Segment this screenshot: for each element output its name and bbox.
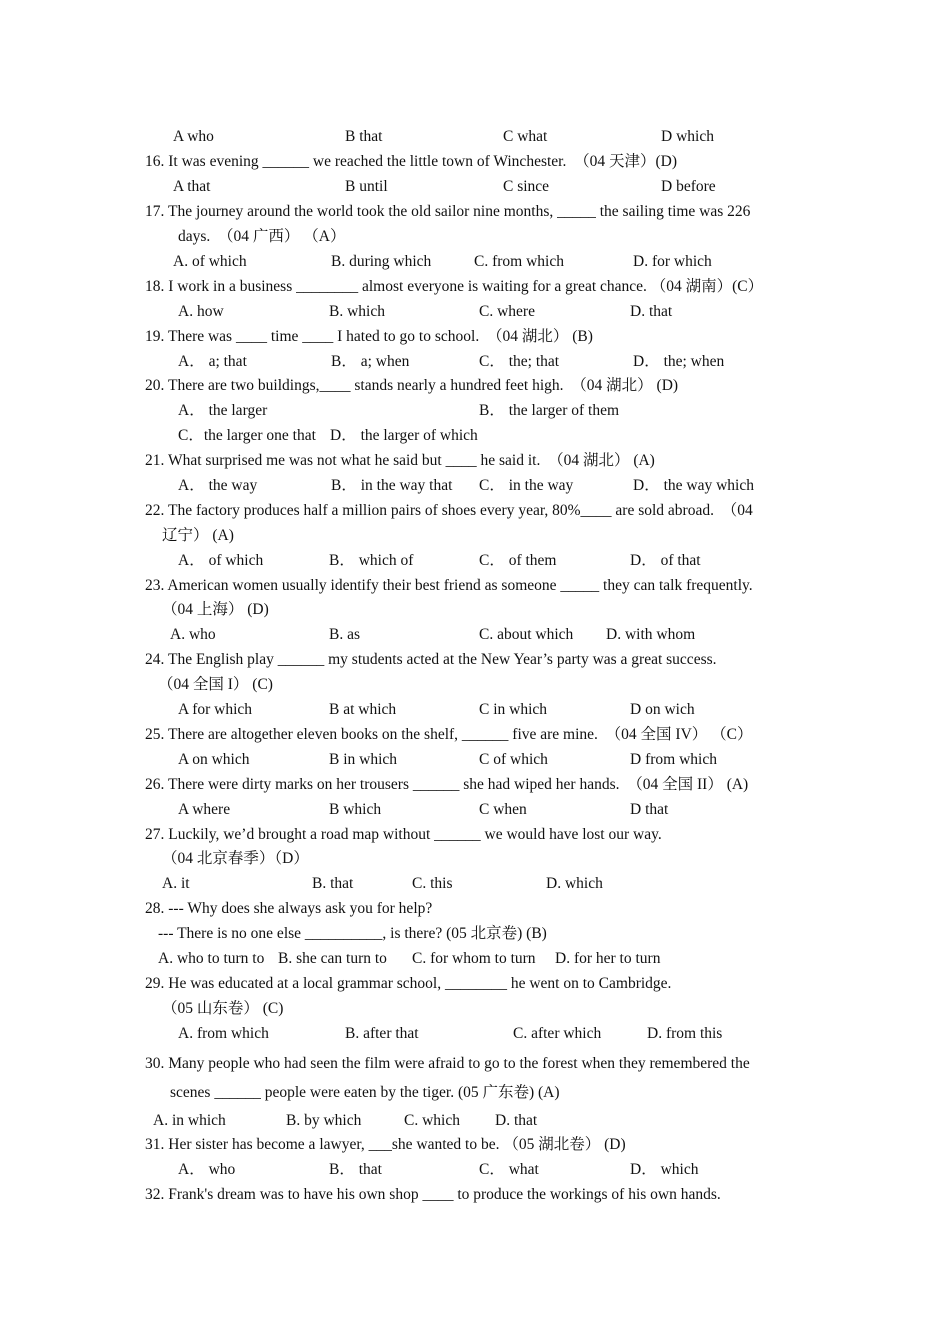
option-b: B. which <box>329 303 385 320</box>
option-c: C． of them <box>479 552 557 569</box>
question-text: 25. There are altogether eleven books on the shelf, ______ five are mine. （04 全国 IV） （C） <box>145 726 753 743</box>
option-d: D． the larger of which <box>330 427 478 444</box>
option-a: A who <box>173 128 214 145</box>
option-a: A. of which <box>173 253 247 270</box>
option-d: D. that <box>495 1112 538 1129</box>
option-d: D. that <box>630 303 673 320</box>
option-b: B. she can turn to <box>278 950 387 967</box>
option-c: C. about which <box>479 626 574 643</box>
option-c: C. from which <box>474 253 564 270</box>
option-b: B． which of <box>329 552 414 569</box>
option-d: D. for which <box>633 253 712 270</box>
option-b: B． in the way that <box>331 477 453 494</box>
option-b: B. as <box>329 626 360 643</box>
option-b: B． the larger of them <box>479 402 620 419</box>
option-d: D before <box>661 178 716 195</box>
question-text: 17. The journey around the world took the old sailor nine months, _____ the sailing time was 226 <box>145 203 751 220</box>
option-a: A. in which <box>153 1112 226 1129</box>
option-c: C. for whom to turn <box>412 950 536 967</box>
option-a: A． of which <box>178 552 264 569</box>
question-text-cont: （04 全国 I） (C) <box>158 676 273 693</box>
question-text-cont: （05 山东卷） (C) <box>162 1000 284 1017</box>
option-c: C in which <box>479 701 548 718</box>
question-text: 21. What surprised me was not what he said but ____ he said it. （04 湖北） (A) <box>145 452 655 469</box>
question-text: 18. I work in a business ________ almost everyone is waiting for a great chance. （04 湖南）(C） <box>145 278 764 295</box>
option-a: A for which <box>178 701 253 718</box>
option-a: A． who <box>178 1161 236 1178</box>
option-d: D. which <box>546 875 603 892</box>
option-a: A. how <box>178 303 224 320</box>
question-text-cont: --- There is no one else __________, is there? (05 北京卷) (B) <box>158 925 547 942</box>
option-b: B which <box>329 801 382 818</box>
option-c: C of which <box>479 751 548 768</box>
option-d: D. for her to turn <box>555 950 661 967</box>
question-text: 22. The factory produces half a million pairs of shoes every year, 80%____ are sold abroad. （04 <box>145 502 753 519</box>
option-d: D that <box>630 801 669 818</box>
question-text: 28. --- Why does she always ask you for help? <box>145 900 433 917</box>
question-text: 27. Luckily, we’d brought a road map without ______ we would have lost our way. <box>145 826 662 843</box>
question-text-cont: （04 上海） (D) <box>162 601 269 618</box>
option-b: B. after that <box>345 1025 419 1042</box>
question-text: 19. There was ____ time ____ I hated to go to school. （04 湖北） (B) <box>145 328 593 345</box>
option-a: A． the way <box>178 477 258 494</box>
question-text: 23. American women usually identify their best friend as someone _____ they can talk frequently. <box>145 577 753 594</box>
option-a: A． the larger <box>178 402 268 419</box>
option-c: C．the larger one that <box>178 427 316 444</box>
option-b: B in which <box>329 751 398 768</box>
option-a: A. who <box>170 626 216 643</box>
question-text-cont: （04 北京春季）（D） <box>162 850 309 867</box>
option-d: D which <box>661 128 714 145</box>
option-b: B． that <box>329 1161 382 1178</box>
question-text-cont: days. （04 广西） （A） <box>178 228 346 245</box>
option-b: B at which <box>329 701 397 718</box>
option-d: D. with whom <box>606 626 696 643</box>
option-d: D． of that <box>630 552 701 569</box>
option-a: A where <box>178 801 231 818</box>
option-d: D from which <box>630 751 717 768</box>
option-b: B. by which <box>286 1112 362 1129</box>
option-a: A． a; that <box>178 353 247 370</box>
option-b: B until <box>345 178 388 195</box>
option-d: D． the way which <box>633 477 754 494</box>
option-c: C what <box>503 128 548 145</box>
question-text: 31. Her sister has become a lawyer, ___she wanted to be. （05 湖北卷） (D) <box>145 1136 626 1153</box>
option-b: B. that <box>312 875 354 892</box>
option-b: B that <box>345 128 383 145</box>
question-text: 24. The English play ______ my students acted at the New Year’s party was a great success. <box>145 651 717 668</box>
option-b: B． a; when <box>331 353 410 370</box>
option-c: C. after which <box>513 1025 602 1042</box>
question-text: 32. Frank's dream was to have his own shop ____ to produce the workings of his own hands. <box>145 1186 721 1203</box>
question-text: 20. There are two buildings,____ stands nearly a hundred feet high. （04 湖北） (D) <box>145 377 679 394</box>
option-c: C since <box>503 178 550 195</box>
option-d: D on wich <box>630 701 695 718</box>
question-text: 26. There were dirty marks on her trousers ______ she had wiped her hands. （04 全国 II） (A) <box>145 776 749 793</box>
option-a: A. it <box>162 875 190 892</box>
question-text-cont: 辽宁） (A) <box>162 527 234 544</box>
option-c: C. which <box>404 1112 460 1129</box>
option-a: A on which <box>178 751 250 768</box>
option-c: C． the; that <box>479 353 560 370</box>
option-a: A. who to turn to <box>158 950 265 967</box>
option-a: A. from which <box>178 1025 269 1042</box>
question-text: 16. It was evening ______ we reached the little town of Winchester. （04 天津）(D) <box>145 153 677 170</box>
option-d: D. from this <box>647 1025 723 1042</box>
question-text: 29. He was educated at a local grammar school, ________ he went on to Cambridge. <box>145 975 672 992</box>
option-c: C． in the way <box>479 477 574 494</box>
option-c: C． what <box>479 1161 539 1178</box>
option-c: C when <box>479 801 527 818</box>
option-d: D． which <box>630 1161 699 1178</box>
option-c: C. this <box>412 875 453 892</box>
question-text: 30. Many people who had seen the film were afraid to go to the forest when they remembered the <box>145 1055 750 1072</box>
option-b: B. during which <box>331 253 432 270</box>
option-d: D． the; when <box>633 353 725 370</box>
option-c: C. where <box>479 303 535 320</box>
option-a: A that <box>173 178 211 195</box>
question-text-cont: scenes ______ people were eaten by the tiger. (05 广东卷) (A) <box>170 1084 560 1101</box>
